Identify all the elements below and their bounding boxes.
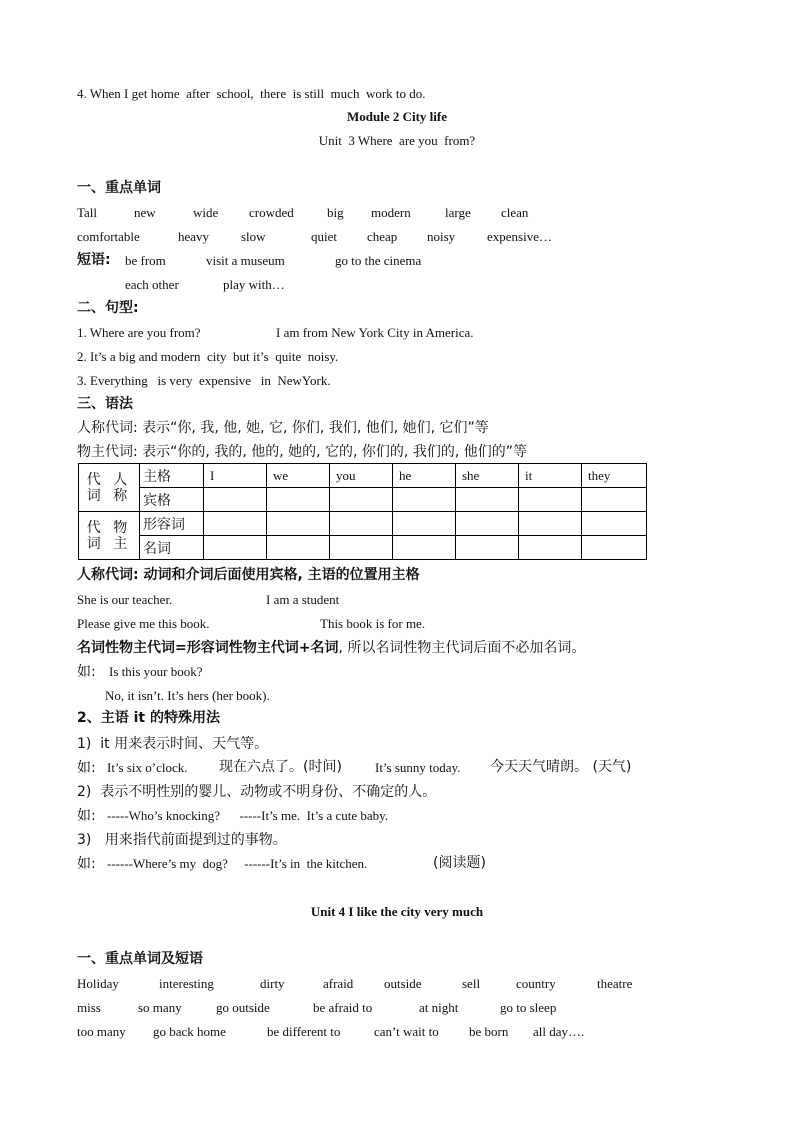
- grammar-definition: 物主代词: 表示“你的, 我的, 他的, 她的, 它的, 你们的, 我们的, 他们的”等: [77, 444, 527, 460]
- table-row: [79, 536, 647, 560]
- example-translation: 今天天气晴朗。 (天气): [490, 759, 632, 775]
- vocab-word: heavy: [178, 229, 210, 244]
- vocab-phrase: too many: [77, 1024, 126, 1039]
- table-cell: I: [204, 464, 267, 488]
- phrase: go to the cinema: [335, 253, 422, 268]
- table-cell: [204, 512, 267, 536]
- sentence: 1. Where are you from?: [77, 325, 201, 340]
- text-line: 4. When I get home after school, there is still much work to do.: [77, 86, 426, 101]
- table-cell: [456, 512, 519, 536]
- vocab-phrase: all day….: [533, 1024, 585, 1039]
- table-cell: [456, 488, 519, 512]
- vocab-word: comfortable: [77, 229, 140, 244]
- table-cell: she: [456, 464, 519, 488]
- vocab-word: slow: [241, 229, 266, 244]
- table-cell: it: [519, 464, 582, 488]
- table-cell: you: [330, 464, 393, 488]
- example-translation: 现在六点了。(时间): [219, 759, 342, 775]
- table-group-personal: [79, 464, 140, 512]
- vocab-word: Tall: [77, 205, 98, 220]
- usage-point: 3) 用来指代前面提到过的事物。: [77, 832, 287, 848]
- vocab-phrase: be born: [469, 1024, 509, 1039]
- example-sentence: ------Where’s my dog? ------It’s in the kitchen.: [107, 856, 368, 871]
- table-cell: [519, 488, 582, 512]
- vocab-phrase: can’t wait to: [374, 1024, 439, 1039]
- vocab-phrase: be different to: [267, 1024, 341, 1039]
- row-label: 形容词: [140, 512, 204, 536]
- vocab-word: noisy: [427, 229, 456, 244]
- vocab-word: large: [445, 205, 471, 220]
- rule-bold-part: 名词性物主代词=形容词性物主代词+名词: [77, 640, 339, 656]
- example-label: 如:: [77, 760, 96, 776]
- vocab-phrase: so many: [138, 1000, 182, 1015]
- example-sentence: She is our teacher.: [77, 592, 173, 607]
- vocab-word: clean: [501, 205, 529, 220]
- table-cell: [393, 536, 456, 560]
- vocab-word: expensive…: [487, 229, 552, 244]
- vocab-word: interesting: [159, 976, 214, 991]
- vocab-word: theatre: [597, 976, 633, 991]
- group-label: 词 称: [86, 487, 132, 504]
- group-label: 词 主: [86, 535, 132, 552]
- usage-point: 2) 表示不明性别的婴儿、动物或不明身份、不确定的人。: [77, 784, 437, 800]
- phrase: be from: [125, 253, 166, 268]
- section-heading: 二、句型:: [77, 300, 139, 316]
- table-cell: [582, 536, 647, 560]
- table-cell: [393, 488, 456, 512]
- usage-point: 1) it 用来表示时间、天气等。: [77, 736, 269, 752]
- vocab-word: outside: [384, 976, 422, 991]
- table-group-possessive: [79, 512, 140, 560]
- example-sentence: It’s six o’clock.: [107, 760, 188, 775]
- section-heading: 三、语法: [77, 396, 133, 412]
- vocab-word: big: [327, 205, 344, 220]
- vocab-word: afraid: [323, 976, 354, 991]
- vocab-word: new: [134, 205, 156, 220]
- sentence: 3. Everything is very expensive in NewYork.: [77, 373, 331, 388]
- phrase-label: 短语:: [77, 252, 111, 268]
- example-sentence: It’s sunny today.: [375, 760, 461, 775]
- vocab-phrase: be afraid to: [313, 1000, 373, 1015]
- example-sentence: I am a student: [266, 592, 340, 607]
- example-label: 如:: [77, 664, 96, 680]
- phrase: play with…: [223, 277, 285, 292]
- sentence: I am from New York City in America.: [276, 325, 474, 340]
- section-heading: 2、主语 it 的特殊用法: [77, 710, 220, 726]
- example-sentence: Please give me this book.: [77, 616, 210, 631]
- row-label: 宾格: [140, 488, 204, 512]
- unit-title: Unit 4 I like the city very much: [310, 904, 484, 919]
- phrase: each other: [125, 277, 179, 292]
- table-cell: they: [582, 464, 647, 488]
- vocab-word: dirty: [260, 976, 285, 991]
- table-cell: [582, 512, 647, 536]
- table-row: [79, 464, 647, 488]
- grammar-rule: 人称代词: 动词和介词后面使用宾格, 主语的位置用主格: [77, 567, 420, 583]
- section-heading: 一、重点单词: [77, 180, 161, 196]
- vocab-phrase: miss: [77, 1000, 101, 1015]
- example-sentence: Is this your book?: [109, 664, 203, 679]
- vocab-word: Holiday: [77, 976, 119, 991]
- table-row: [79, 488, 647, 512]
- vocab-word: wide: [193, 205, 219, 220]
- table-cell: [519, 512, 582, 536]
- table-cell: [204, 536, 267, 560]
- grammar-definition: 人称代词: 表示“你, 我, 他, 她, 它, 你们, 我们, 他们, 她们, 它们”等: [77, 420, 489, 436]
- table-cell: [267, 536, 330, 560]
- table-row: [79, 512, 647, 536]
- phrase: visit a museum: [206, 253, 285, 268]
- table-cell: [204, 488, 267, 512]
- vocab-word: sell: [462, 976, 481, 991]
- vocab-word: crowded: [249, 205, 294, 220]
- table-cell: he: [393, 464, 456, 488]
- vocab-phrase: go to sleep: [500, 1000, 557, 1015]
- example-note: (阅读题): [433, 855, 486, 871]
- section-heading: 一、重点单词及短语: [77, 951, 203, 967]
- example-sentence: No, it isn’t. It’s hers (her book).: [105, 688, 270, 703]
- table-cell: [519, 536, 582, 560]
- sentence: 2. It’s a big and modern city but it’s quite noisy.: [77, 349, 339, 364]
- table-cell: [456, 536, 519, 560]
- example-label: 如:: [77, 808, 96, 824]
- example-sentence: -----Who’s knocking? -----It’s me. It’s a cute baby.: [107, 808, 389, 823]
- vocab-word: cheap: [367, 229, 398, 244]
- vocab-phrase: go back home: [153, 1024, 226, 1039]
- example-sentence: This book is for me.: [320, 616, 426, 631]
- group-label: 代 人: [86, 471, 132, 488]
- table-cell: [267, 512, 330, 536]
- module-title: Module 2 City life: [346, 109, 447, 124]
- grammar-rule: [77, 639, 585, 657]
- rule-rest: , 所以名词性物主代词后面不必加名词。: [338, 640, 586, 656]
- pronoun-table: [78, 463, 647, 560]
- table-cell: [330, 512, 393, 536]
- table-cell: [267, 488, 330, 512]
- unit-title: Unit 3 Where are you from?: [318, 133, 476, 148]
- group-label: 代 物: [86, 519, 132, 536]
- row-label: 主格: [140, 464, 204, 488]
- vocab-word: country: [516, 976, 556, 991]
- table-cell: we: [267, 464, 330, 488]
- vocab-word: modern: [371, 205, 411, 220]
- table-cell: [393, 512, 456, 536]
- table-cell: [330, 488, 393, 512]
- vocab-word: quiet: [311, 229, 337, 244]
- table-cell: [582, 488, 647, 512]
- table-cell: [330, 536, 393, 560]
- example-label: 如:: [77, 856, 96, 872]
- vocab-phrase: go outside: [216, 1000, 270, 1015]
- vocab-phrase: at night: [419, 1000, 459, 1015]
- row-label: 名词: [140, 536, 204, 560]
